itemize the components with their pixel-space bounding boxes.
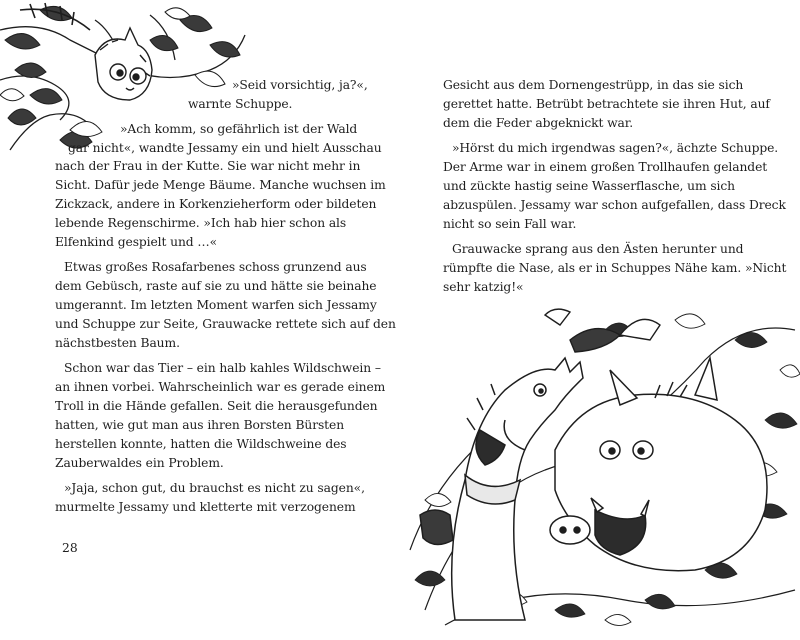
text-line: sehr katzig!«: [443, 280, 524, 294]
text-line: Troll in die Hände gefallen. Seit die herausgefunden: [55, 399, 378, 413]
text-line: Etwas großes Rosafarbenes schoss grunzend aus: [64, 260, 367, 274]
text-line: gerettet hatte. Betrübt betrachtete sie ihren Hut, auf: [443, 97, 770, 111]
text-line: Zauberwaldes ein Problem.: [55, 456, 224, 470]
text-line: »Jaja, schon gut, du brauchst es nicht zu sagen«,: [64, 481, 365, 495]
page-number: 28: [62, 541, 78, 555]
text-line: und Schuppe zur Seite, Grauwacke rettete sich auf den: [55, 317, 396, 331]
text-line: Zickzack, andere in Korkenzieherform oder bildeten: [55, 197, 377, 211]
text-line: Grauwacke sprang aus den Ästen herunter und: [452, 242, 744, 256]
text-line: umgerannt. Im letzten Moment warfen sich Jessamy: [55, 298, 377, 312]
text-line: Elfenkind gespielt und …«: [55, 235, 218, 249]
text-line: nach der Frau in der Kutte. Sie war nicht mehr in: [55, 159, 361, 173]
text-line: lebende Regenschirme. »Ich hab hier schon als: [55, 216, 347, 230]
text-line: »Hörst du mich irgendwas sagen?«, ächzte Schuppe.: [452, 141, 779, 155]
text-line: gar nicht«, wandte Jessamy ein und hielt Ausschau: [68, 141, 382, 155]
dragon-and-boar-illustration: [405, 300, 800, 630]
text-line: dem die Feder abgeknickt war.: [443, 116, 634, 130]
text-line: »Seid vorsichtig, ja?«,: [232, 78, 368, 92]
text-line: nächstbesten Baum.: [55, 336, 180, 350]
text-line: an ihnen vorbei. Wahrscheinlich war es gerade einem: [55, 380, 386, 394]
right-page: [400, 0, 800, 640]
text-line: Gesicht aus dem Dornengestrüpp, in das sie sich: [443, 78, 744, 92]
text-line: Sicht. Dafür jede Menge Bäume. Manche wuchsen im: [55, 178, 386, 192]
text-line: herstellen konnte, hatten die Wildschweine des: [55, 437, 347, 451]
text-line: Schon war das Tier – ein halb kahles Wildschwein –: [64, 361, 381, 375]
text-line: warnte Schuppe.: [188, 97, 293, 111]
text-line: murmelte Jessamy und kletterte mit verzogenem: [55, 500, 356, 514]
text-line: rümpfte die Nase, als er in Schuppes Nähe kam. »Nicht: [443, 261, 787, 275]
text-line: abzuspülen. Jessamy war schon aufgefallen, dass Dreck: [443, 198, 786, 212]
text-line: nicht so sein Fall war.: [443, 217, 577, 231]
text-line: hatten, wie gut man aus ihren Borsten Bürsten: [55, 418, 345, 432]
text-line: und zückte hastig seine Wasserflasche, um sich: [443, 179, 735, 193]
text-line: »Ach komm, so gefährlich ist der Wald: [120, 122, 358, 136]
text-line: dem Gebüsch, raste auf sie zu und hätte sie beinahe: [55, 279, 377, 293]
text-line: Der Arme war in einem großen Trollhaufen gelandet: [443, 160, 768, 174]
